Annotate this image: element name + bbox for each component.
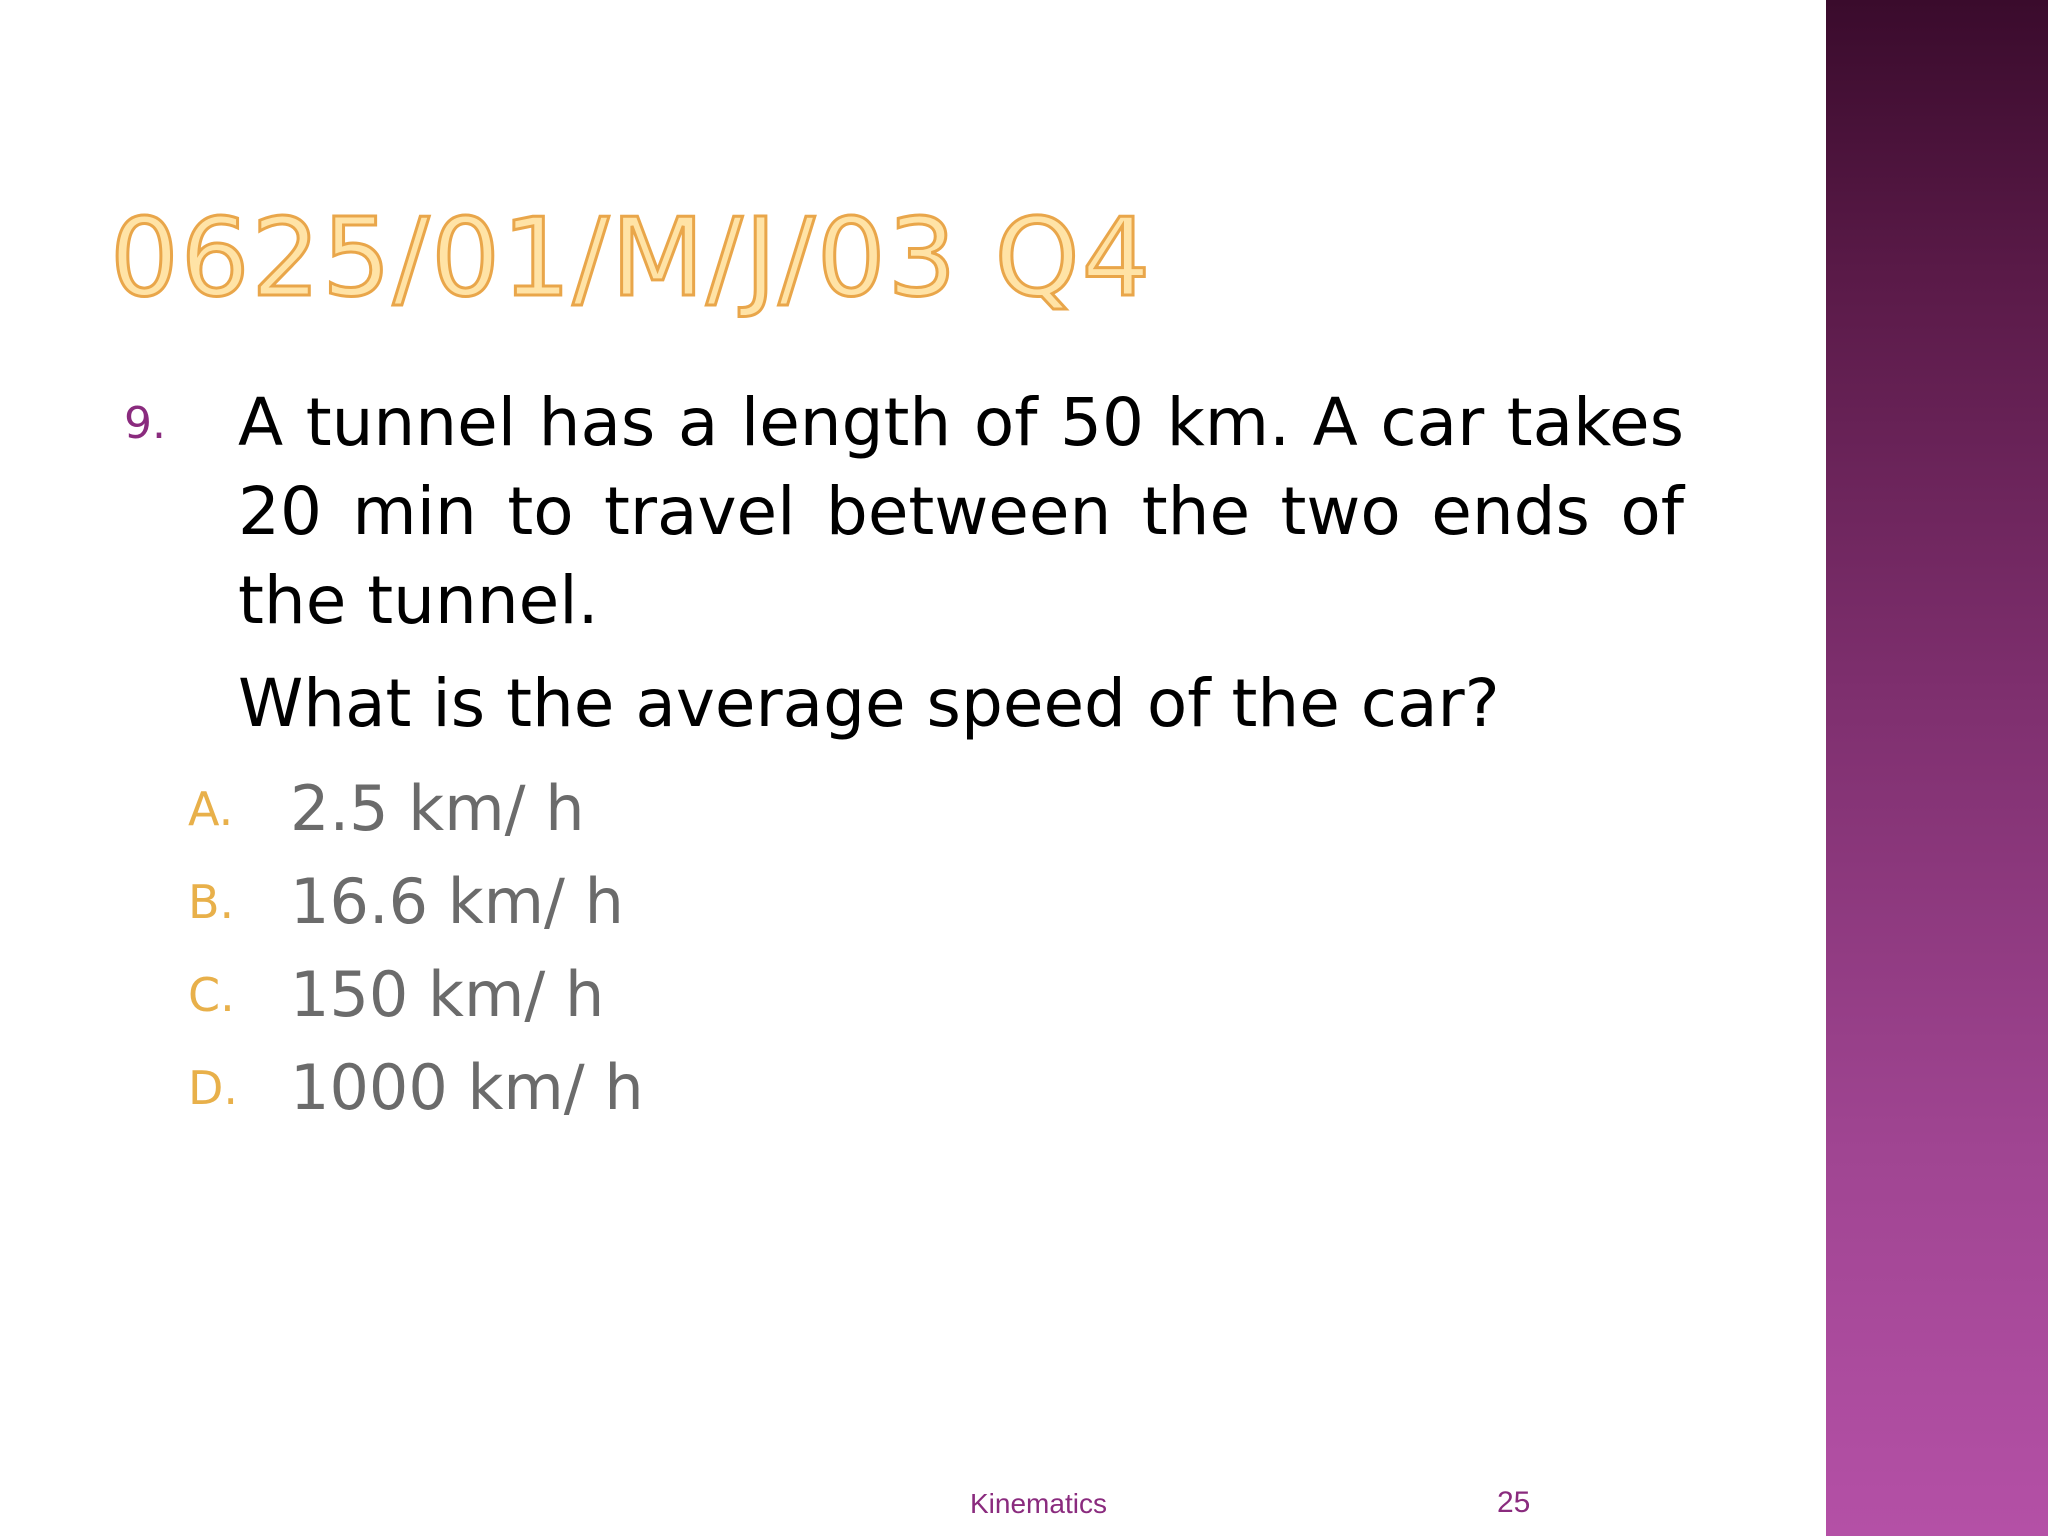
- option-letter: C.: [188, 967, 235, 1022]
- slide-title: 0625/01/M/J/03 Q4: [110, 196, 1153, 321]
- option-d: [188, 1041, 644, 1134]
- option-letter: B.: [188, 874, 235, 929]
- footer-page-number: 25: [1497, 1486, 1531, 1519]
- question-row: [124, 378, 1704, 645]
- option-c: [188, 948, 644, 1041]
- option-text: 16.6 km/ h: [290, 865, 624, 938]
- decorative-sidebar: [1826, 0, 2048, 1536]
- footer-topic-label: Kinematics: [970, 1488, 1107, 1519]
- option-letter: A.: [188, 781, 234, 836]
- question-block: [124, 378, 1704, 748]
- question-text: A tunnel has a length of 50 km. A car takes 20 min to travel between the two ends of the tunnel.: [238, 384, 1684, 639]
- answer-options: [188, 762, 644, 1134]
- option-b: [188, 855, 644, 948]
- question-prompt: What is the average speed of the car?: [238, 665, 1500, 742]
- option-text: 150 km/ h: [290, 958, 605, 1031]
- option-a: [188, 762, 644, 855]
- question-number: 9.: [124, 398, 166, 449]
- option-text: 1000 km/ h: [290, 1051, 644, 1124]
- option-letter: D.: [188, 1060, 239, 1115]
- option-text: 2.5 km/ h: [290, 772, 585, 845]
